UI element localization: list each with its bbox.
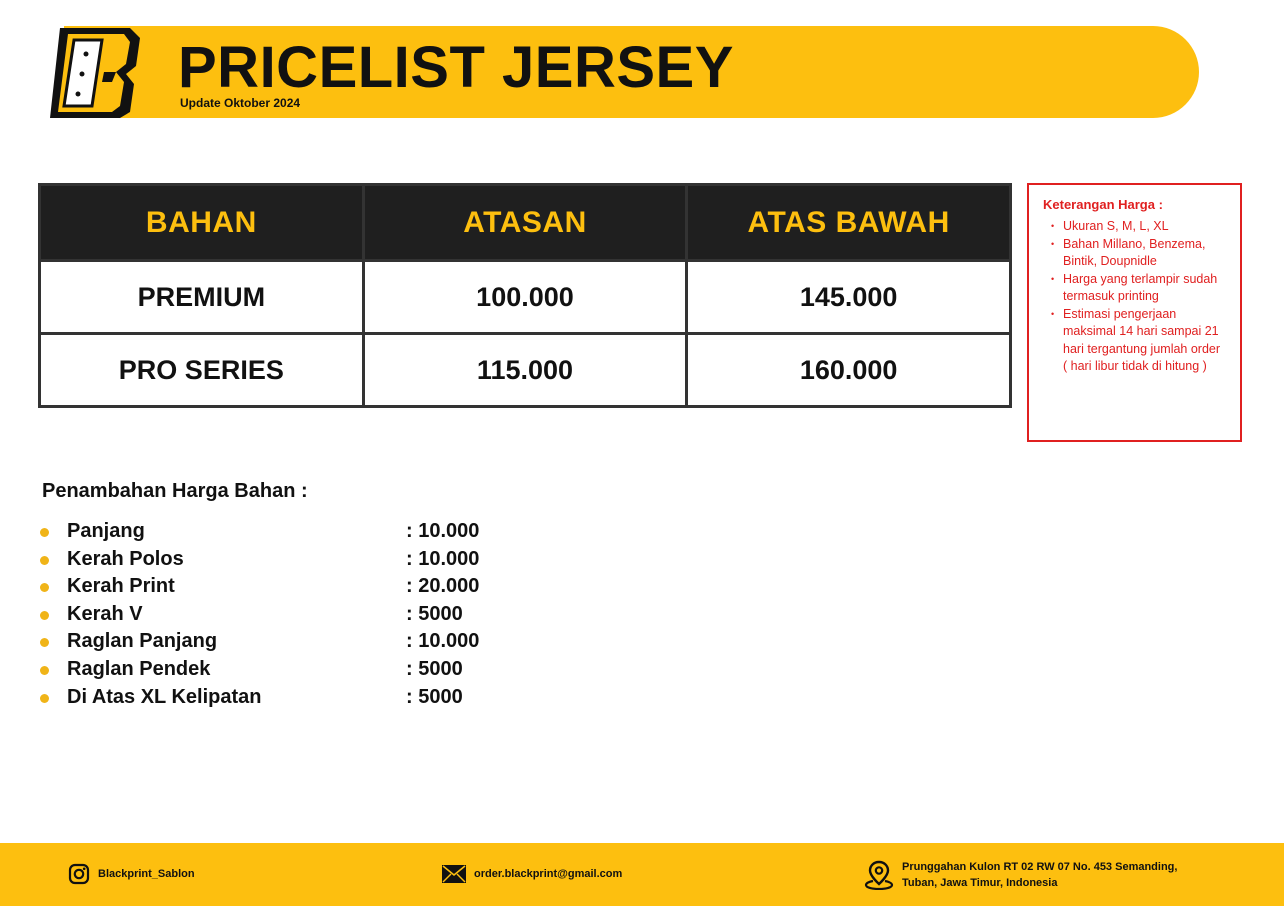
- table-row: [40, 334, 1011, 407]
- list-item: [40, 601, 540, 629]
- material-cell: PREMIUM: [40, 261, 364, 334]
- location-pin-icon: [864, 860, 894, 890]
- table-header-row: [40, 185, 1011, 261]
- addon-price: : 10.000: [406, 630, 480, 653]
- column-header-atasan: ATASAN: [363, 185, 687, 261]
- addon-name: Kerah Print: [67, 575, 175, 598]
- bullet-icon: [40, 583, 49, 592]
- list-item: • Estimasi pengerjaan maksimal 14 hari sampai 21 hari tergantung jumlah order: [1053, 306, 1232, 359]
- list-item: [40, 684, 540, 712]
- footer: [0, 843, 1284, 906]
- bullet-icon: [40, 694, 49, 703]
- list-item: [40, 546, 540, 574]
- addon-name: Di Atas XL Kelipatan: [67, 685, 262, 708]
- instagram-contact[interactable]: [68, 863, 195, 885]
- update-date: Update Oktober 2024: [180, 96, 301, 110]
- list-item: • Harga yang terlampir sudah termasuk printing: [1053, 271, 1232, 306]
- addon-price: : 10.000: [406, 547, 480, 570]
- email-contact[interactable]: [442, 865, 622, 883]
- price-cell: 160.000: [687, 334, 1011, 407]
- instagram-icon: [68, 863, 90, 885]
- list-item: [40, 656, 540, 684]
- addons-title: Penambahan Harga Bahan :: [42, 480, 308, 502]
- blackprint-logo-icon: [46, 24, 142, 120]
- bullet-icon: [40, 556, 49, 565]
- addon-name: Raglan Panjang: [67, 630, 218, 653]
- column-header-atas-bawah: ATAS BAWAH: [687, 185, 1011, 261]
- price-notes-box: [1027, 183, 1242, 442]
- email-address: order.blackprint@gmail.com: [474, 868, 623, 880]
- envelope-icon: [442, 865, 466, 883]
- list-item: [40, 573, 540, 601]
- list-item: • Ukuran S, M, L, XL: [1053, 218, 1232, 236]
- addon-price: : 10.000: [406, 520, 480, 542]
- instagram-handle: Blackprint_Sablon: [98, 868, 195, 880]
- bullet-icon: [40, 528, 49, 537]
- holiday-note: ( hari libur tidak di hitung ): [1063, 359, 1207, 373]
- address-line-2: Tuban, Jawa Timur, Indonesia: [902, 877, 1058, 889]
- price-cell: 115.000: [363, 334, 687, 407]
- addon-price: : 20.000: [406, 575, 480, 598]
- addon-name: Panjang: [67, 520, 145, 542]
- address-line-1: Prunggahan Kulon RT 02 RW 07 No. 453 Semanding,: [902, 861, 1178, 873]
- price-cell: 145.000: [687, 261, 1011, 334]
- price-table: [38, 183, 1012, 408]
- list-item: [40, 628, 540, 656]
- page-title: PRICELIST JERSEY: [178, 35, 734, 100]
- list-item: [40, 518, 540, 546]
- bullet-icon: [40, 666, 49, 675]
- addon-price: : 5000: [406, 685, 463, 708]
- list-item: • Bahan Millano, Benzema, Bintik, Doupnidle: [1053, 236, 1232, 271]
- column-header-bahan: BAHAN: [40, 185, 364, 261]
- bullet-icon: [40, 611, 49, 620]
- addon-price: : 5000: [406, 657, 463, 680]
- price-notes-title: Keterangan Harga :: [1043, 197, 1163, 212]
- addon-name: Kerah V: [67, 602, 143, 625]
- addons-list: [40, 518, 540, 711]
- bullet-icon: [40, 638, 49, 647]
- addon-name: Kerah Polos: [67, 547, 184, 570]
- addon-name: Raglan Pendek: [67, 657, 211, 680]
- table-row: [40, 261, 1011, 334]
- price-cell: 100.000: [363, 261, 687, 334]
- addon-price: : 5000: [406, 602, 463, 625]
- address-contact: [864, 859, 1177, 891]
- material-cell: PRO SERIES: [40, 334, 364, 407]
- price-notes-list: [1043, 218, 1232, 358]
